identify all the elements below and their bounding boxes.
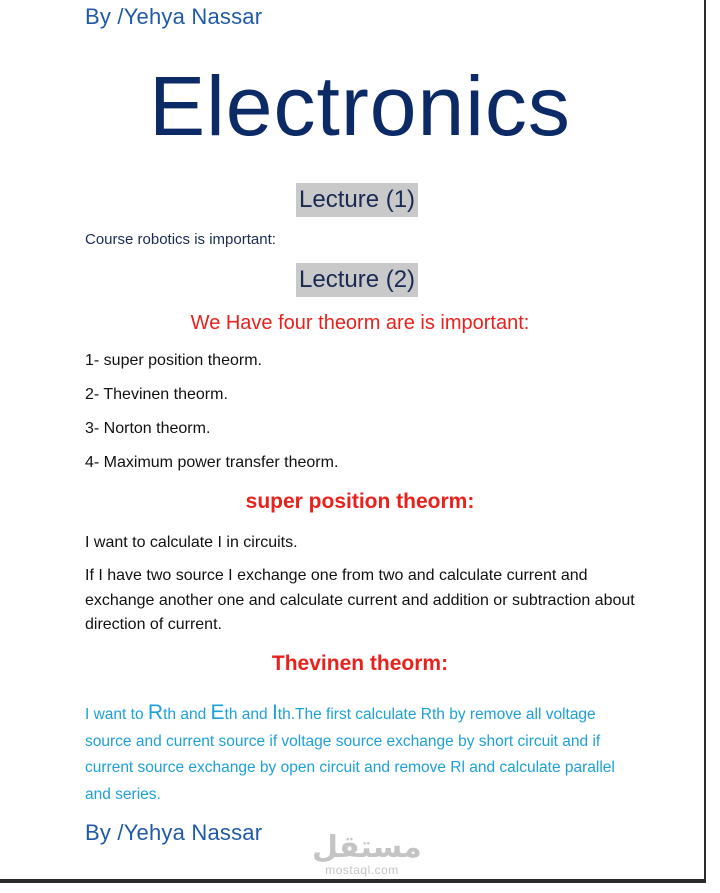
watermark-logo — [312, 830, 422, 877]
watermark-site: mostaql.com — [325, 863, 399, 877]
course-line: Course robotics is important: — [85, 231, 276, 248]
page-title: Electronics — [149, 59, 571, 153]
author-top: By /Yehya Nassar — [85, 4, 263, 29]
i-letter: I — [271, 701, 278, 724]
theorem-item-4: 4- Maximum power transfer theorm. — [85, 454, 339, 471]
lecture-1-heading: Lecture (1) — [296, 183, 418, 217]
theorems-heading: We Have four theorm are is important: — [190, 312, 530, 334]
and-text-1: and — [176, 706, 211, 723]
thevinen-paragraph — [85, 700, 645, 808]
and-text-2: and — [237, 706, 272, 723]
superposition-line-1: I want to calculate I in circuits. — [85, 534, 298, 551]
e-subscript: th — [224, 706, 238, 723]
theorem-item-2: 2- Thevinen theorm. — [85, 386, 228, 403]
watermark-mark: مستقل — [312, 830, 422, 865]
thevinen-text-rest: th.The first calculate Rth by remove all voltage source and current source if voltage source exchange by short circuit and if current source exchange by open circuit and remove Rl and calculate parallel and series. — [85, 706, 615, 803]
thevinen-text-start: I want to — [85, 706, 148, 723]
superposition-heading: super position theorm: — [245, 490, 475, 513]
theorem-item-1: 1- super position theorm. — [85, 352, 262, 369]
e-letter: E — [210, 701, 225, 724]
theorem-item-3: 3- Norton theorm. — [85, 420, 211, 437]
lecture-2-heading: Lecture (2) — [296, 263, 418, 297]
author-bottom: By /Yehya Nassar — [85, 820, 263, 845]
superposition-line-2: If I have two source I exchange one from two and calculate current and exchange another one and calculate current and addition or subtraction about direction of current. — [85, 567, 635, 633]
r-subscript: th — [163, 706, 177, 723]
thevinen-heading: Thevinen theorm: — [271, 652, 449, 675]
r-letter: R — [147, 701, 164, 724]
